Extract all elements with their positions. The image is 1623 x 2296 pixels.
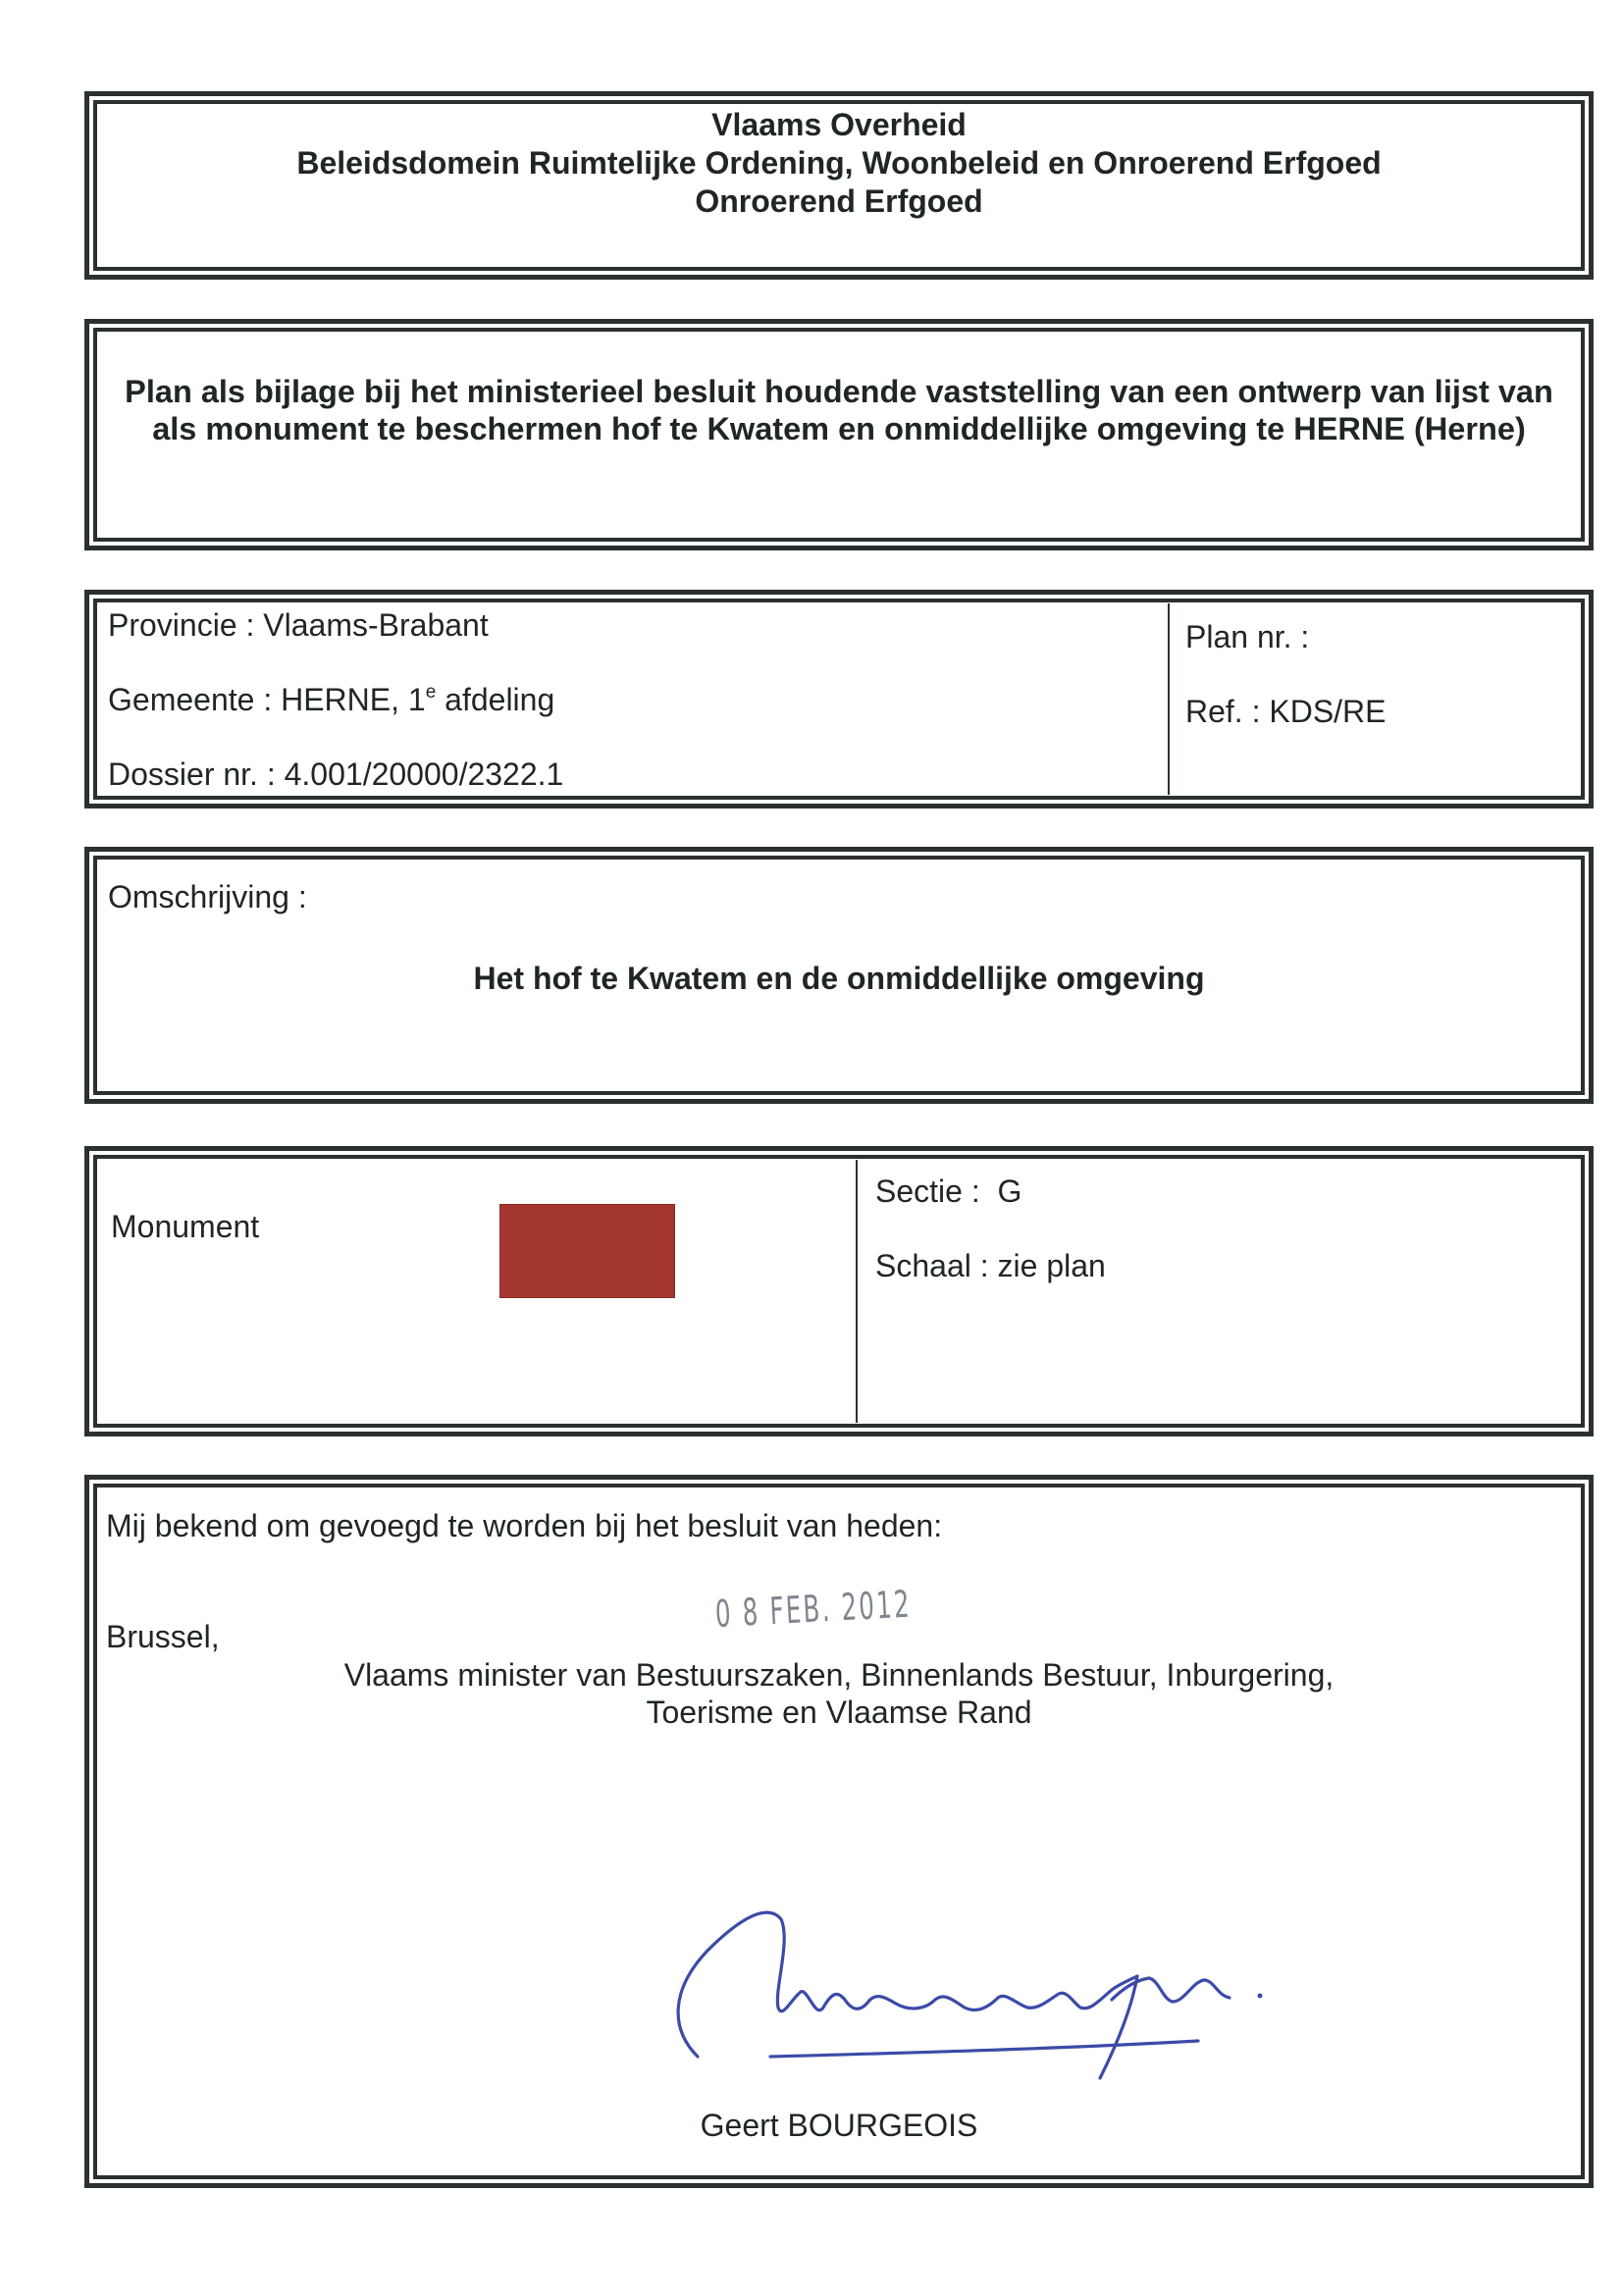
gemeente-value: HERNE, 1 [281,682,426,717]
plan-title-line2: als monument te beschermen hof te Kwatem en onmiddellijke omgeving te HERNE (Herne) [152,411,1526,446]
gemeente-label: Gemeente : [108,682,273,717]
approval-box [84,1475,1594,2188]
signature-dot [1258,1994,1263,1999]
legend-box-inner-border [93,1155,1585,1428]
header-agency: Onroerend Erfgoed [695,183,983,219]
sectie-value: G [997,1174,1022,1209]
sectie-label: Sectie : [875,1174,980,1209]
plan-title-line1: Plan als bijlage bij het ministerieel besluit houdende vaststelling van een ontwerp van lijst van [125,374,1553,409]
handwritten-signature [668,1882,1316,2108]
ref-field [1185,696,1387,727]
dossier-field [108,758,563,790]
location-box [84,590,1594,809]
schaal-value: zie plan [997,1248,1106,1283]
monument-color-swatch [499,1204,675,1298]
plan-nr-label: Plan nr. : [1185,619,1310,654]
gemeente-suffix: afdeling [445,682,555,717]
monument-label: Monument [111,1209,260,1244]
approval-statement: Mij bekend om gevoegd te worden bij het besluit van heden: [106,1508,943,1543]
header-box [84,91,1594,280]
schaal-field [875,1250,1106,1281]
description-text: Het hof te Kwatem en de onmiddellijke omgeving [473,961,1205,996]
schaal-label: Schaal : [875,1248,989,1283]
plan-nr-field [1185,621,1309,652]
provincie-value: Vlaams-Brabant [263,607,489,643]
dossier-value: 4.001/20000/2322.1 [284,757,564,792]
gemeente-superscript: e [425,682,437,703]
header-policy-domain: Beleidsdomein Ruimtelijke Ordening, Woonbeleid en Onroerend Erfgoed [296,145,1382,181]
date-stamp: 0 8 FEB. 2012 [713,1582,913,1636]
provincie-field [108,609,489,641]
location-divider [1168,603,1170,795]
signatory-name: Geert BOURGEOIS [700,2108,978,2143]
legend-box [84,1146,1594,1436]
approval-place: Brussel, [106,1619,220,1654]
plan-title-box [84,319,1594,550]
description-label: Omschrijving : [108,879,307,914]
provincie-label: Provincie : [108,607,255,643]
minister-title-line2: Toerisme en Vlaamse Rand [646,1695,1032,1730]
ref-value: KDS/RE [1269,694,1387,729]
legend-divider [856,1160,858,1423]
dossier-label: Dossier nr. : [108,757,276,792]
signature-stroke-main [678,1912,1230,2078]
gemeente-field [108,684,554,715]
description-box [84,847,1594,1104]
ref-label: Ref. : [1185,694,1261,729]
signature-underline [770,2041,1198,2057]
minister-title-line1: Vlaams minister van Bestuurszaken, Binnenlands Bestuur, Inburgering, [343,1657,1335,1693]
header-authority: Vlaams Overheid [711,107,967,142]
sectie-field [875,1175,1021,1207]
